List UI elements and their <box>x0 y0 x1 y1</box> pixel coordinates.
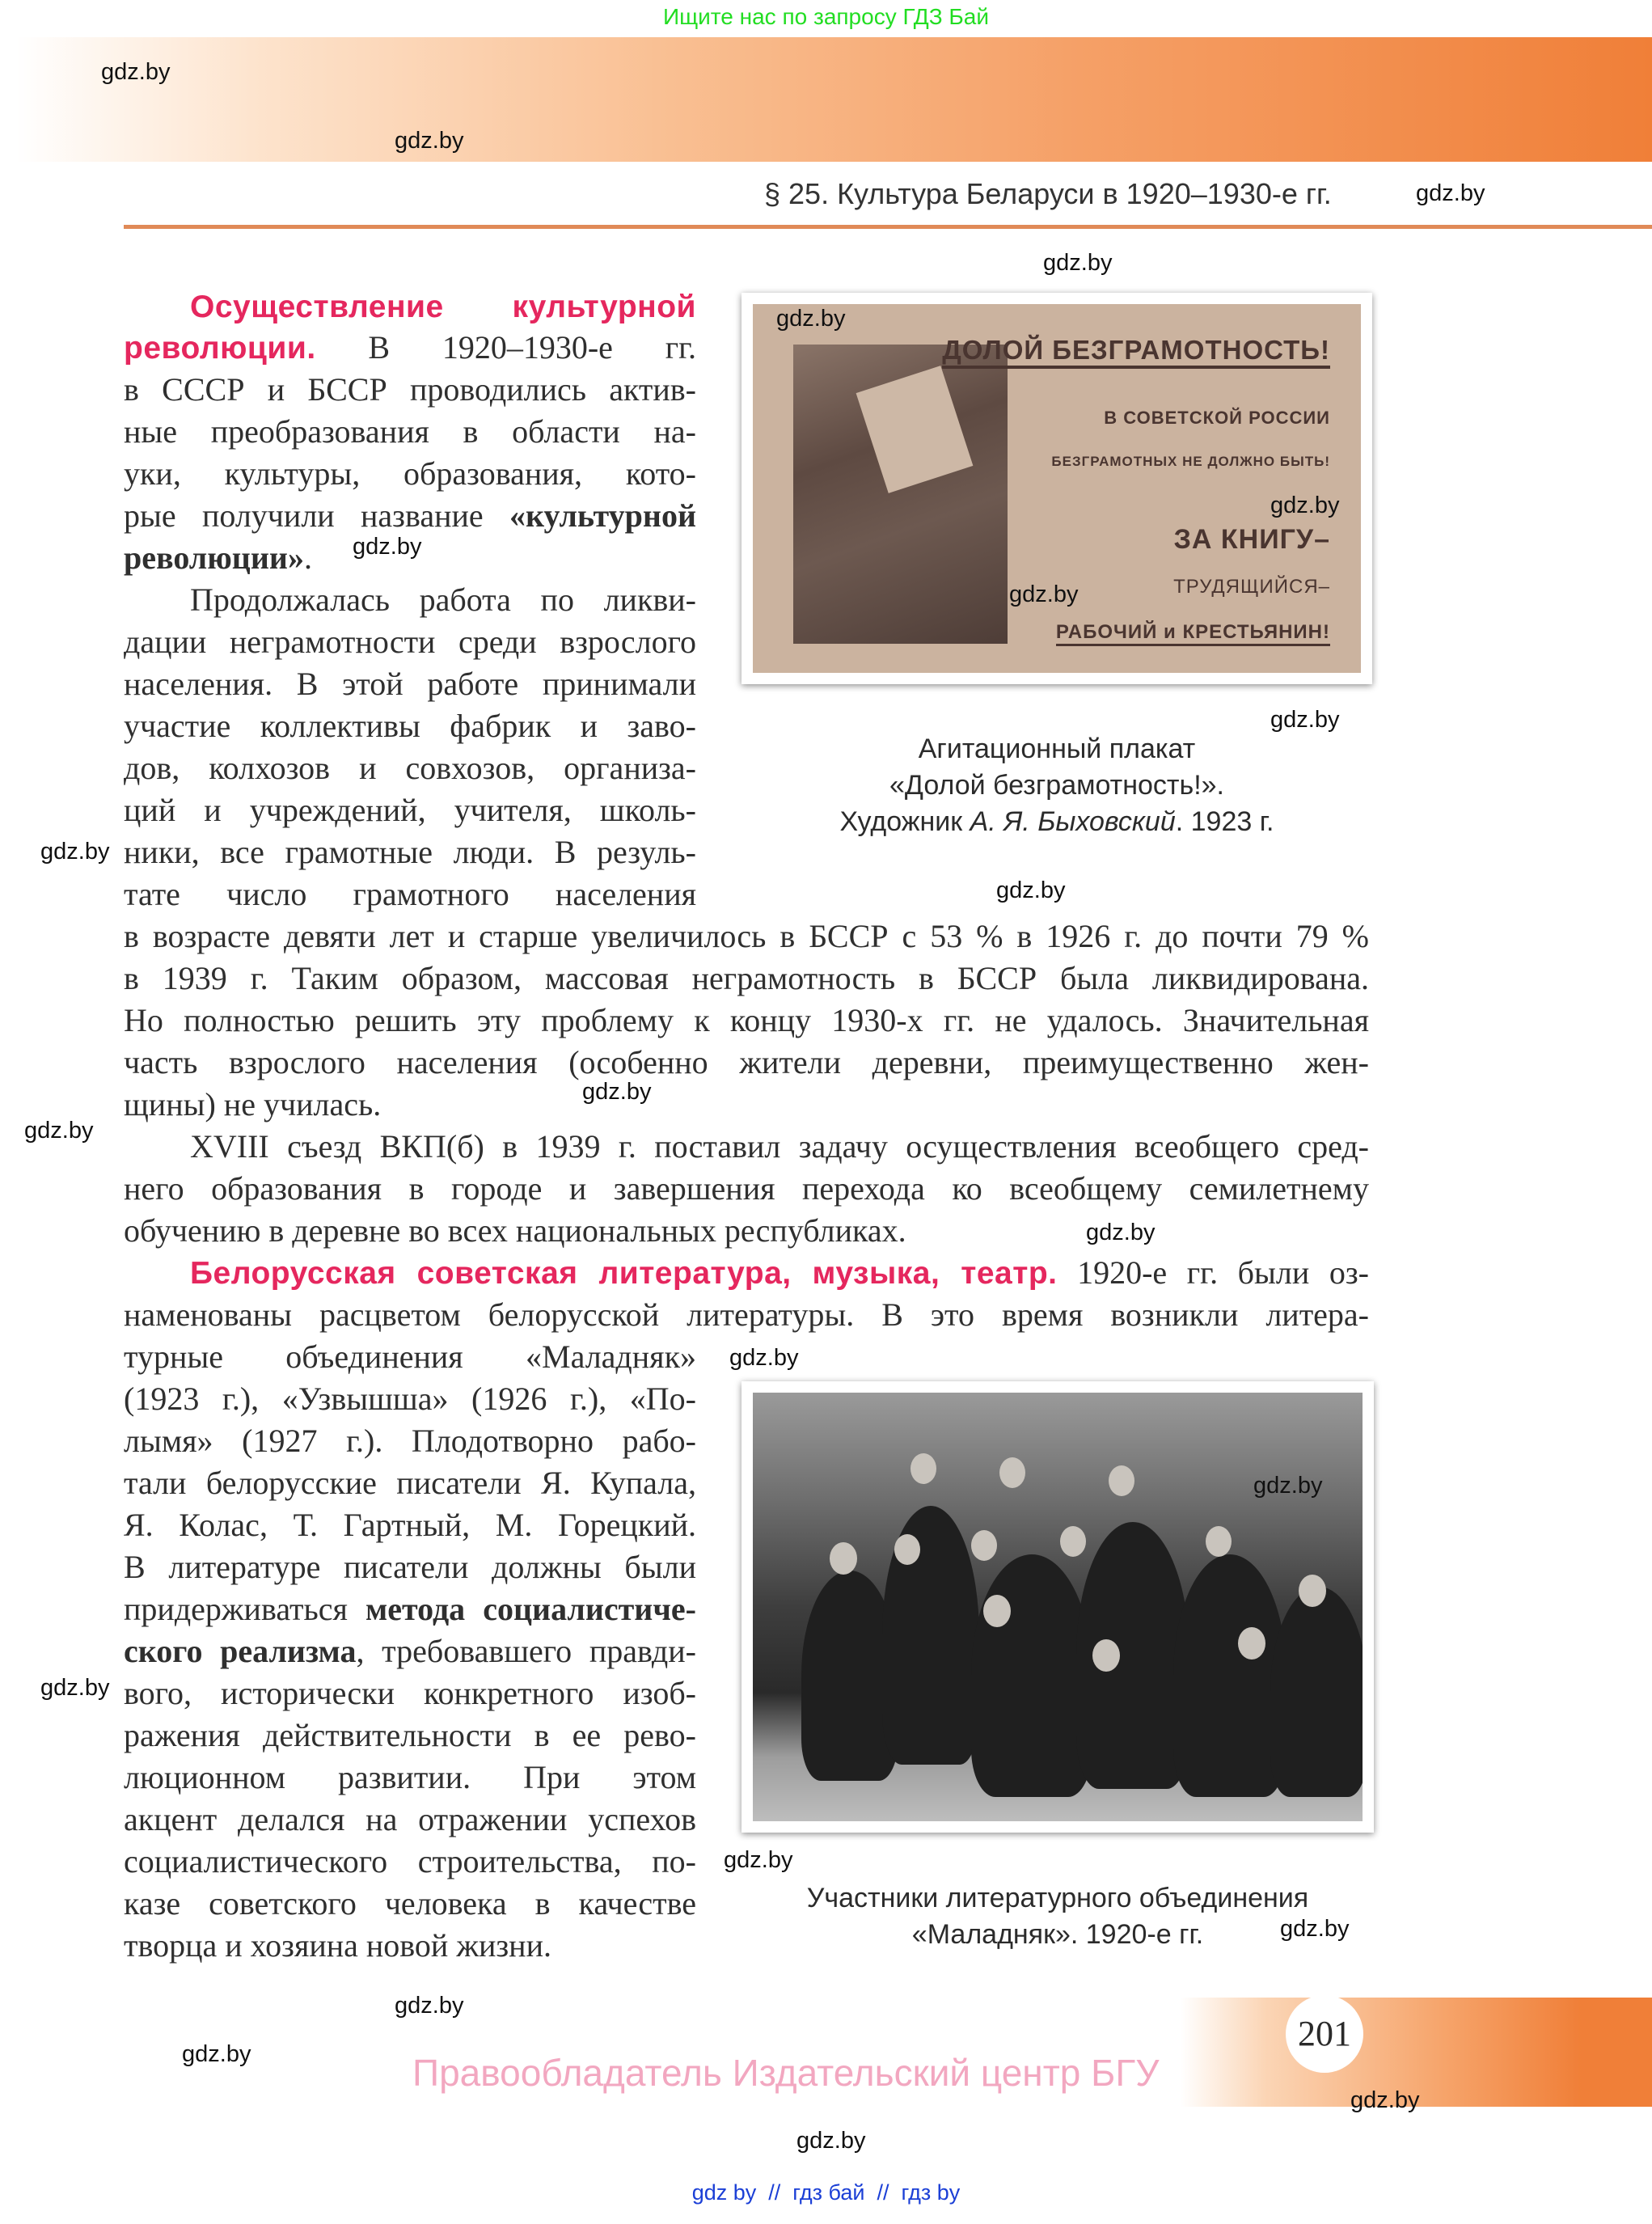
watermark: gdz.by <box>776 306 846 332</box>
top-search-banner: Ищите нас по запросу ГДЗ Бай <box>662 4 990 29</box>
text-line: часть взрослого населения (особенно жители деревни, преимущественно жен- <box>124 1044 1369 1080</box>
text-line: лымя» (1927 г.). Плодотворно рабо- <box>124 1423 696 1459</box>
text-line: населения. В этой работе принимали <box>124 666 696 702</box>
text-line: уки, культуры, образования, кото- <box>124 455 696 492</box>
watermark: gdz.by <box>40 839 110 865</box>
text-line: дов, колхозов и совхозов, организа- <box>124 750 696 786</box>
watermark: gdz.by <box>729 1345 799 1371</box>
watermark: gdz.by <box>582 1079 652 1105</box>
text-line: Но полностью решить эту проблему к концу 1930-х гг. не удалось. Значительная <box>124 1002 1369 1038</box>
term-bold: метода социалистиче- <box>365 1591 696 1627</box>
poster-image <box>753 304 1361 673</box>
text-line: казе советского человека в качестве <box>124 1885 696 1922</box>
watermark: gdz.by <box>40 1675 110 1701</box>
text-line: рые получили название «культурной <box>124 497 696 534</box>
poster-illustration <box>793 345 1008 644</box>
text-line: придерживаться метода социалистиче- <box>124 1591 696 1627</box>
text-line: XVIII съезд ВКП(б) в 1939 г. поставил задачу осуществления всеобщего сред- <box>190 1128 1369 1165</box>
photo-figure <box>741 1381 1374 1833</box>
text-line: Я. Колас, Т. Гартный, М. Горецкий. <box>124 1507 696 1543</box>
text-line: ского реализма, требовавшего правди- <box>124 1633 696 1669</box>
running-head: § 25. Культура Беларуси в 1920–1930-е гг. <box>764 177 1332 210</box>
section-heading: революции. <box>124 331 316 366</box>
watermark: gdz.by <box>996 877 1066 903</box>
text-line: ные преобразования в области на- <box>124 413 696 450</box>
text-line: Белорусская советская литература, музыка, театр. 1920-е гг. были оз- <box>190 1254 1370 1291</box>
watermark: gdz.by <box>796 2128 866 2154</box>
watermark: gdz.by <box>1350 2087 1420 2113</box>
watermark: gdz.by <box>1086 1220 1156 1245</box>
poster-text: БЕЗГРАМОТНЫХ НЕ ДОЛЖНО БЫТЬ! <box>1051 454 1330 469</box>
text-line: вого, исторически конкретного изоб- <box>124 1675 696 1711</box>
section-heading: Белорусская советская литература, музыка, театр. <box>190 1256 1058 1291</box>
group-photo <box>753 1393 1363 1821</box>
text-line: ники, все грамотные люди. В резуль- <box>124 834 696 870</box>
text-line: в возрасте девяти лет и старше увеличилось в БССР с 53 % в 1926 г. до почти 79 % <box>124 918 1369 954</box>
watermark: gdz.by <box>1270 707 1340 733</box>
text-line: ций и учреждений, учителя, школь- <box>124 792 696 828</box>
watermark: gdz.by <box>182 2041 251 2067</box>
text-line: наменованы расцветом белорусской литературы. В это время возникли литера- <box>124 1296 1369 1333</box>
text-line: ражения действительности в ее рево- <box>124 1717 696 1753</box>
watermark: gdz.by <box>24 1118 94 1144</box>
page-number: 201 <box>1286 1995 1363 2073</box>
poster-text: ЗА КНИГУ– <box>1173 524 1330 555</box>
watermark: gdz.by <box>1253 1473 1323 1499</box>
watermark: gdz.by <box>395 128 464 154</box>
text-line: творца и хозяина новой жизни. <box>124 1927 551 1964</box>
text-line: люционном развитии. При этом <box>124 1759 696 1795</box>
poster-text: РАБОЧИЙ и КРЕСТЬЯНИН! <box>1056 621 1330 646</box>
watermark: gdz.by <box>1270 493 1340 518</box>
text-line: тали белорусские писатели Я. Купала, <box>124 1465 696 1501</box>
poster-text: ТРУДЯЩИЙСЯ– <box>1173 576 1330 598</box>
text-line: В литературе писатели должны были <box>124 1549 696 1585</box>
watermark: gdz.by <box>1009 581 1079 607</box>
poster-primer-banner <box>856 366 974 493</box>
text-line: акцент делался на отражении успехов <box>124 1801 696 1837</box>
header-rule <box>124 225 1652 229</box>
text-line: Продолжалась работа по ликви- <box>190 581 696 618</box>
text-line: в 1939 г. Таким образом, массовая неграмотность в БССР была ликвидирована. <box>124 960 1369 996</box>
watermark: gdz.by <box>101 59 171 85</box>
term-bold: революции» <box>124 539 304 576</box>
poster-figure <box>741 293 1372 684</box>
watermark: gdz.by <box>353 534 422 560</box>
footer-links[interactable]: gdz by // гдз бай // гдз by <box>691 2180 961 2205</box>
text-line: обучению в деревне во всех национальных республиках. <box>124 1212 906 1249</box>
watermark: gdz.by <box>1280 1916 1350 1942</box>
text-line: него образования в городе и завершения перехода ко всеобщему семилетнему <box>124 1170 1369 1207</box>
photo-caption: Участники литературного объединения «Маладняк». 1920-е гг. <box>806 1883 1309 1950</box>
text-line: турные объединения «Маладняк» <box>124 1338 696 1375</box>
term-bold: ского реализма <box>124 1633 357 1669</box>
poster-caption: Агитационный плакат «Долой безграмотность!». Художник А. Я. Быховский. 1923 г. <box>839 734 1274 837</box>
term-bold: «культурной <box>509 497 696 534</box>
text-line: дации неграмотности среди взрослого <box>124 624 696 660</box>
poster-text: В СОВЕТСКОЙ РОССИИ <box>1104 408 1330 428</box>
section-heading-line <box>124 285 696 328</box>
poster-title: ДОЛОЙ БЕЗГРАМОТНОСТЬ! <box>942 335 1330 369</box>
text-line: в СССР и БССР проводились актив- <box>124 371 696 408</box>
text-line: революции. В 1920–1930-е гг. <box>124 329 696 366</box>
text-line: революции». <box>124 539 312 576</box>
watermark: gdz.by <box>724 1847 793 1873</box>
text-line: (1923 г.), «Узвышша» (1926 г.), «По- <box>124 1380 696 1417</box>
text-line: тате число грамотного населения <box>124 876 696 912</box>
text-line: щины) не училась. <box>124 1086 382 1123</box>
text-line: участие коллективы фабрик и заво- <box>124 708 696 744</box>
watermark: gdz.by <box>1416 180 1485 206</box>
watermark: gdz.by <box>395 1993 464 2019</box>
text-line: социалистического строительства, по- <box>124 1843 696 1879</box>
copyright-notice: Правообладатель Издательский центр БГУ <box>412 2052 1160 2094</box>
header-gradient-band <box>16 37 1652 162</box>
watermark: gdz.by <box>1043 250 1113 276</box>
section-heading: Осуществление культурной <box>190 290 696 324</box>
